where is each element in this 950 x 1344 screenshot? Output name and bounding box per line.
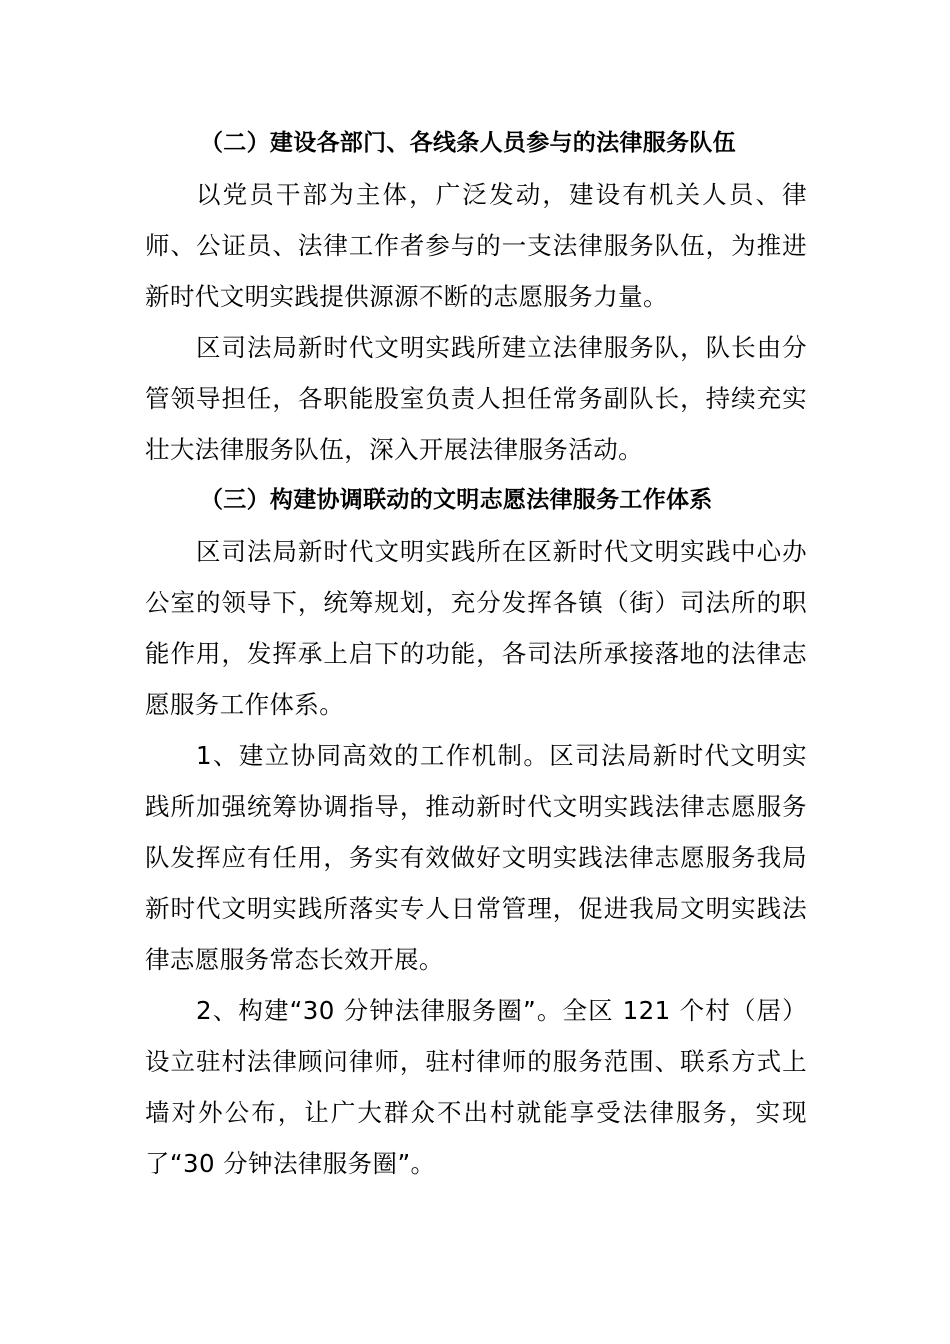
paragraph: 以党员干部为主体，广泛发动，建设有机关人员、律师、公证员、法律工作者参与的一支法律服务队伍，为推进新时代文明实践提供源源不断的志愿服务力量。 xyxy=(145,180,807,311)
paragraph: 1、建立协同高效的工作机制。区司法局新时代文明实践所加强统筹协调指导，推动新时代文明实践法律志愿服务队发挥应有任用，务实有效做好文明实践法律志愿服务我局新时代文明实践所落实专人日常管理，促进我局文明实践法律志愿服务常态长效开展。 xyxy=(145,741,807,974)
paragraph: 区司法局新时代文明实践所在区新时代文明实践中心办公室的领导下，统筹规划，充分发挥各镇（街）司法所的职能作用，发挥承上启下的功能，各司法所承接落地的法律志愿服务工作体系。 xyxy=(145,537,807,719)
section-heading-2: （二）建设各部门、各线条人员参与的法律服务队伍 xyxy=(200,130,736,156)
paragraph: 2、构建“30 分钟法律服务圈”。全区 121 个村（居）设立驻村法律顾问律师，驻村律师的服务范围、联系方式上墙对外公布，让广大群众不出村就能享受法律服务，实现了“30 分钟法律服务圈”。 xyxy=(145,996,807,1178)
paragraph: 区司法局新时代文明实践所建立法律服务队，队长由分管领导担任，各职能股室负责人担任常务副队长，持续充实壮大法律服务队伍，深入开展法律服务活动。 xyxy=(145,333,807,464)
document-page xyxy=(145,118,807,1189)
section-heading-3: （三）构建协调联动的文明志愿法律服务工作体系 xyxy=(200,487,713,513)
